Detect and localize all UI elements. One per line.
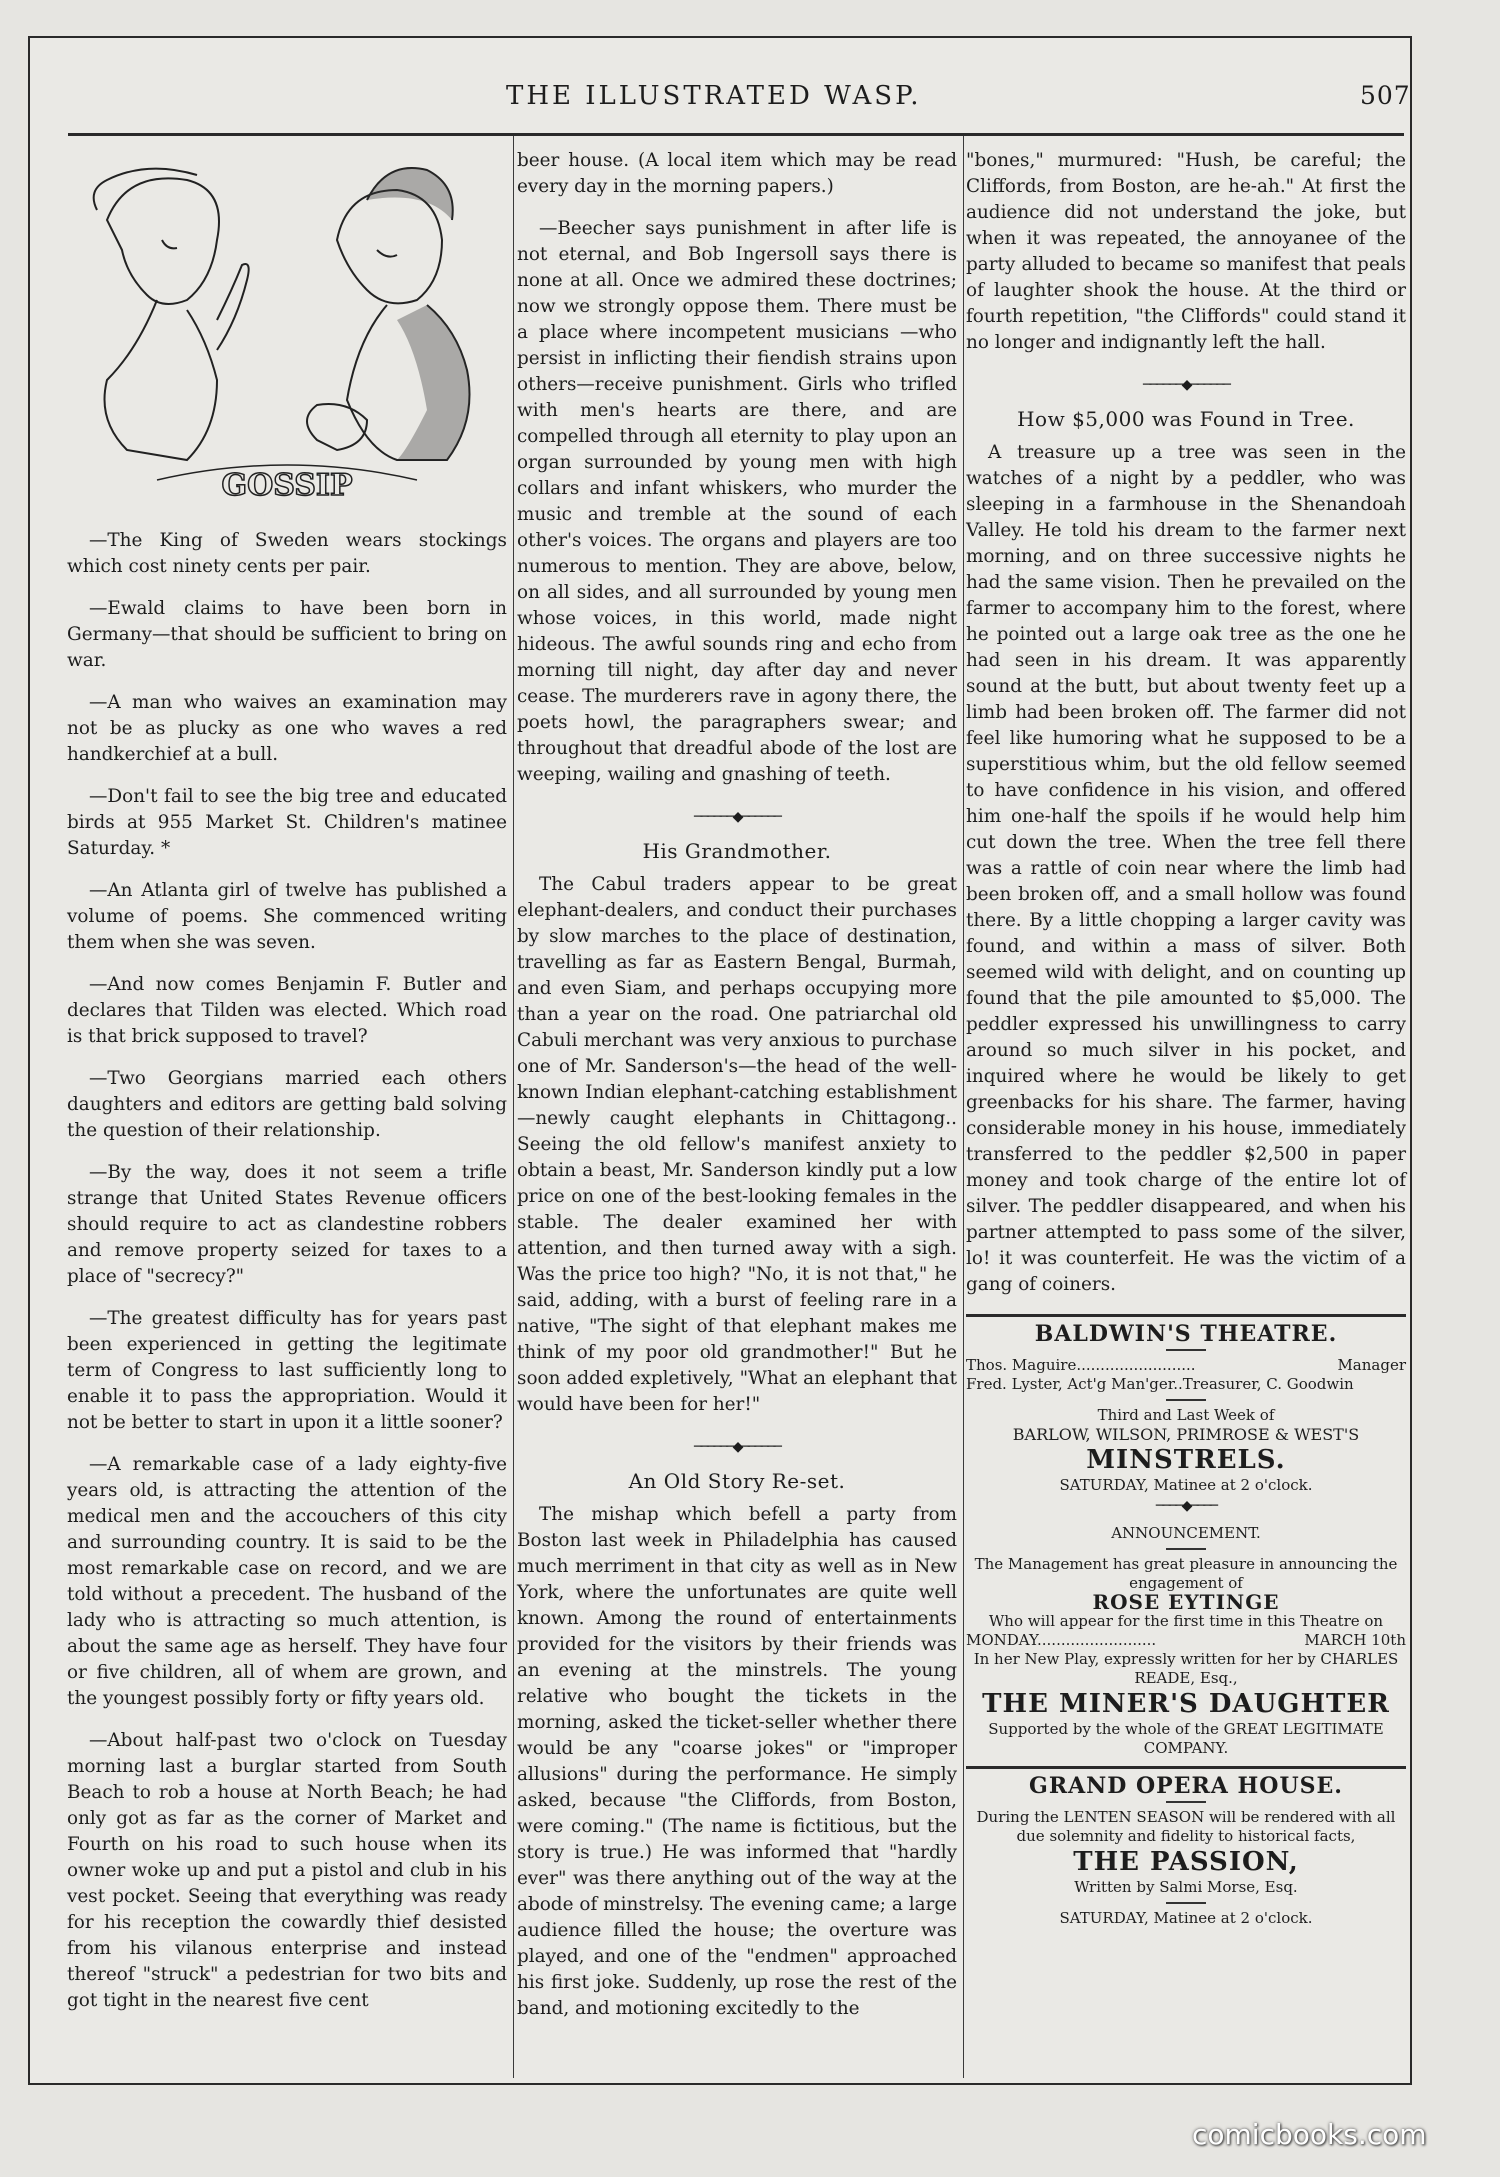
article-heading: How $5,000 was Found in Tree.	[1017, 407, 1355, 431]
gossip-illustration	[67, 150, 507, 520]
paragraph: "bones," murmured: "Hush, be careful; the Cliffords, from Boston, are he-ah." At first the audience did not understand the joke, but when it was repeated, the annoyanee of the party alluded to became so manifest that peals of laughter shook the house. At the third or fourth repetition, "the Cliffords" could stand it no longer and indignantly left the hall.	[966, 150, 1406, 353]
article-heading: An Old Story Re-set.	[628, 1469, 846, 1493]
page-header	[480, 76, 1500, 116]
paragraph: —Don't fail to see the big tree and educated birds at 955 Market St. Children's matinee Saturday. *	[67, 786, 507, 859]
advertisement-opera	[966, 1766, 1406, 1928]
header-rule	[68, 133, 1404, 136]
ad-show: THE PASSION,	[1073, 1847, 1299, 1877]
ad-play-title: THE MINER'S DAUGHTER	[982, 1689, 1390, 1719]
paragraph: —About half-past two o'clock on Tuesday morning last a burglar started from South Beach to rob a house at North Beach; he had only got as far as the corner of Market and Fourth on his road to such house when its owner woke up and put a pistol and club in his vest pocket. Seeing that everything was ready for his reception the cowardly thief desisted from his vilanous enterprise and instead thereof "struck" a pedestrian for two bits and got tight in the nearest five cent	[67, 1730, 507, 2011]
ad-manager-row	[966, 1356, 1406, 1375]
ad-author: Written by Salmi Morse, Esq.	[1074, 1878, 1298, 1896]
ad-week: Third and Last Week of	[1097, 1406, 1275, 1424]
ad-date-left: MONDAY.........................	[966, 1631, 1157, 1649]
ad-troupe: BARLOW, WILSON, PRIMROSE & WEST'S	[1012, 1425, 1360, 1444]
paragraph: —Two Georgians married each others daughters and editors are getting bald solving the question of their relationship.	[67, 1068, 507, 1141]
paragraph: beer house. (A local item which may be read every day in the morning papers.)	[517, 150, 957, 197]
column-rule	[513, 136, 514, 2078]
masthead-title: THE ILLUSTRATED WASP.	[506, 81, 922, 111]
ad-dash	[1166, 1399, 1206, 1401]
ad-staff: Fred. Lyster, Act'g Man'ger..Treasurer, C. Goodwin	[966, 1375, 1354, 1393]
paragraph: —By the way, does it not seem a trifle strange that United States Revenue officers should require to act as clandestine robbers and remove property seized for taxes to a place of "secrecy?"	[67, 1162, 507, 1287]
ornament-divider: ──────◆──────	[1143, 377, 1229, 393]
paragraph: The mishap which befell a party from Boston last week in Philadelphia has caused much merriment in that city as well as in New York, where the unfortunates are quite well known. Among the round of entertainments provided for the visitors by their friends was an evening at the minstrels. The young relative who bought the tickets in the morning, asked the ticket-seller whether there would be any "coarse jokes" or "improper allusions" during the performance. He simply asked, because "the Cliffords, from Boston, were coming." (The name is fictitious, but the story is true.) He was informed that "hardly ever" was there anything out of the way at the abode of minstrelsy. The evening came; a large audience filled the house; the overture was played, and one of the "endmen" approached his first joke. Suddenly, up rose the rest of the band, and motioning excitedly to the	[517, 1504, 957, 2019]
ad-manager-right: Manager	[1337, 1356, 1406, 1374]
paragraph: —The King of Sweden wears stockings which cost ninety cents per pair.	[67, 530, 507, 577]
ornament-divider: ──────◆──────	[694, 1439, 780, 1455]
ad-date-right: MARCH 10th	[1304, 1631, 1406, 1649]
ad-star: ROSE EYTINGE	[1092, 1590, 1280, 1614]
ad-show: MINSTRELS.	[1086, 1445, 1286, 1475]
ornament-divider: ──────◆──────	[694, 809, 780, 825]
paragraph: —An Atlanta girl of twelve has published a volume of poems. She commenced writing them when she was seven.	[67, 880, 507, 953]
ad-date-row	[966, 1631, 1406, 1650]
ad-manager-left: Thos. Maguire.........................	[966, 1356, 1196, 1374]
paragraph: —The greatest difficulty has for years past been experienced in getting the legitimate term of Congress to last sufficiently long to enable it to pass the appropriation. Would it not be better to start in upon it a little sooner?	[67, 1308, 507, 1433]
ad-matinee: SATURDAY, Matinee at 2 o'clock.	[1059, 1476, 1313, 1494]
ad-announcement: ANNOUNCEMENT.	[1111, 1524, 1261, 1542]
advertisement-baldwin	[966, 1314, 1406, 1758]
column-1	[67, 150, 507, 2030]
paragraph: A treasure up a tree was seen in the watches of a night by a peddler, who was sleeping in a farmhouse in the Shenandoah Valley. He told his dream to the farmer next morning, and on three successive nights he had the same vision. Then he prevailed on the farmer to accompany him to the forest, where he pointed out a large oak tree as the one he had seen in his dream. It was apparently sound at the butt, but about twenty feet up a limb had been broken off. The farmer did not feel like humoring what he supposed to be a superstitious whim, but the old fellow seemed to have confidence in his vision, and offered him one-half the spoils if he would help him cut down the tree. When the tree fell there was a rattle of coin near where the limb had been broken off, and a small hollow was found there. By a little chopping a larger cavity was found, and within a mass of silver. Both seemed wild with delight, and on counting up found that the pile amounted to $5,000. The peddler expressed his unwillingness to carry around so much silver in his pocket, and inquired where he would be likely to get greenbacks for his share. The farmer, having considerable money in his house, immediately transferred to the peddler $2,500 in paper money and took charge of the entire lot of silver. The peddler disappeared, and when his partner attempted to pass some of the silver, lo! it was counterfeit. He was the victim of a gang of coiners.	[966, 442, 1406, 1295]
paragraph: —And now comes Benjamin F. Butler and declares that Tilden was elected. Which road is that brick supposed to travel?	[67, 974, 507, 1047]
ad-support: Supported by the whole of the GREAT LEGITIMATE COMPANY.	[988, 1720, 1384, 1757]
paragraph: —Ewald claims to have been born in Germany—that should be sufficient to bring on war.	[67, 598, 507, 671]
paragraph: —Beecher says punishment in after life is not eternal, and Bob Ingersoll says there is none at all. Once we admired these doctrines; now we strongly oppose them. There must be a place where incompetent musicians —who persist in inflicting their fiendish strains upon others—receive punishment. Girls who trifled with men's hearts are there, and are compelled through all eternity to play upon an organ surrounded by young men with high collars and infant whiskers, who murder the music and tremble at the sound of each other's voices. The organs and players are too numerous to mention. They are above, below, on all sides, and all surrounded by young men whose voices, in this world, made night hideous. The awful sounds ring and echo from morning till night, day after day and never cease. The murderers rave in agony there, the poets howl, the paragraphers swear; and throughout that dreadful abode of the lost are weeping, wailing and gnashing of teeth.	[517, 218, 957, 785]
ad-rule	[966, 1766, 1406, 1769]
ad-dash	[1166, 1801, 1206, 1803]
ad-rule	[966, 1314, 1406, 1317]
column-3	[966, 148, 1406, 1928]
ornament-divider: ────◆────	[1155, 1498, 1217, 1514]
paragraph: —A man who waives an examination may not be as plucky as one who waves a red handkerchief at a bull.	[67, 692, 507, 765]
paragraph: The Cabul traders appear to be great elephant-dealers, and conduct their purchases by slow marches to the place of destination, travelling as far as Eastern Bengal, Burmah, and even Siam, and perhaps occupying more than a year on the road. One patriarchal old Cabuli merchant was very anxious to purchase one of Mr. Sanderson's—the head of the well-known Indian elephant-catching establishment—newly caught elephants in Chittagong.. Seeing the old fellow's manifest anxiety to obtain a beast, Mr. Sanderson kindly put a low price on one of the best-looking females in the stable. The dealer examined her with attention, and then turned away with a sigh. Was the price too high? "No, it is not that," he said, adding, with a burst of feeling rare in a native, "The sight of that elephant makes me think of my poor old grandmother!" But he soon added expletively, "What an elephant that would have been for her!"	[517, 874, 957, 1415]
ad-dash	[1166, 1902, 1206, 1904]
ad-dash	[1166, 1548, 1206, 1550]
ad-management: The Management has great pleasure in announcing the engagement of	[974, 1555, 1398, 1592]
watermark: comicbooks.com	[1192, 2118, 1427, 2151]
ad-venue: GRAND OPERA HOUSE.	[1029, 1773, 1343, 1799]
column-2	[517, 148, 957, 2038]
paragraph: —A remarkable case of a lady eighty-five years old, is attracting the attention of the medical men and the accouchers of this city and surrounding country. It is said to be the most remarkable case on record, and we are told without a precedent. The husband of the lady who is attracting so much attention, is about the same age as herself. They have four or five children, all of whem are grown, and the youngest possibly forty or fifty years old.	[67, 1454, 507, 1709]
ad-dash	[1166, 1349, 1206, 1351]
ad-appear: Who will appear for the first time in this Theatre on	[988, 1612, 1384, 1630]
ad-play-intro: In her New Play, expressly written for her by CHARLES READE, Esq.,	[973, 1650, 1399, 1687]
page-number: 507	[1360, 81, 1411, 110]
gossip-caption: GOSSIP	[221, 468, 353, 503]
ad-matinee: SATURDAY, Matinee at 2 o'clock.	[1059, 1909, 1313, 1927]
ad-lenten: During the LENTEN SEASON will be rendered with all due solemnity and fidelity to historical facts,	[976, 1808, 1396, 1845]
article-heading: His Grandmother.	[642, 839, 832, 863]
column-rule	[963, 136, 964, 2078]
ad-venue: BALDWIN'S THEATRE.	[1034, 1321, 1338, 1347]
